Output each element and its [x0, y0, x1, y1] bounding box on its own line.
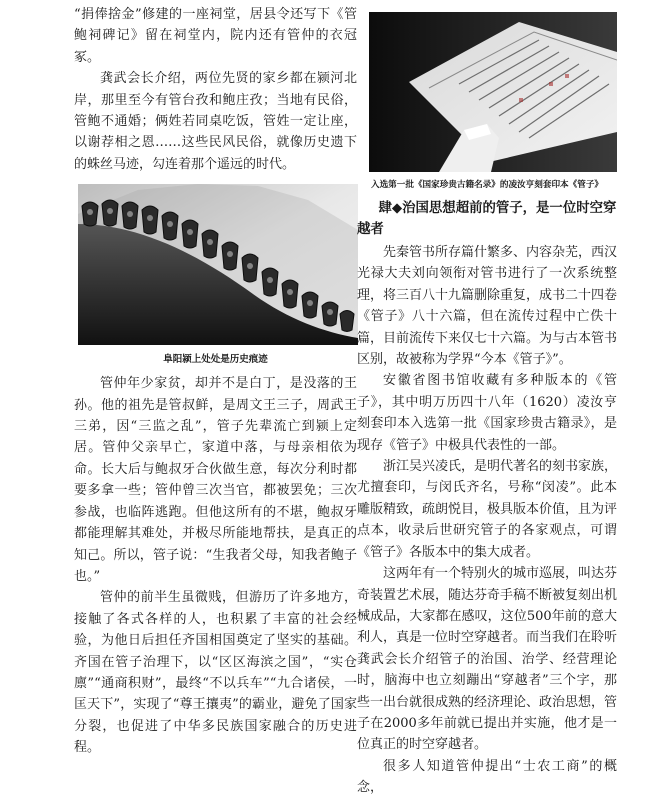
photo-caption-left: 阜阳颍上处处是历史痕迹 — [163, 354, 268, 366]
paragraph-ling-family: 浙江吴兴凌氏，是明代著名的刻书家族，尤擅套印，与闵氏齐名，号称“闵凌”。此本雕版精致，疏朗悦目，极具版本价值，且为评点本，收录后世研究管子的各家观点，可谓《管子》各版本中的集大成者。 — [357, 459, 618, 560]
right-column — [357, 4, 617, 799]
paragraph-top: “捐俸捨金”修建的一座祠堂，居县令还写下《管鲍祠碑记》留在祠堂内，院内还有管仲的衣冠冢。 — [74, 7, 357, 65]
left-column — [74, 4, 357, 759]
section-heading — [357, 198, 617, 240]
paragraph-davinci-exhibit: 这两年有一个特别火的城市巡展，叫达芬奇装置艺术展，随达芬奇手稿不断被复刻出机械成品，大家都在感叹，这位500年前的意大利人，真是一位时空穿越者。而当我们在聆听龚武会长介绍管子的治国、治学、经营理论时，脑海中也立刻蹦出“穿越者”三个字，那些一出台就很成熟的经济理论、政治思想，管子在2000多年前就已提出并实施，他才是一位真正的时空穿越者。 — [357, 566, 618, 753]
paragraph-last-line: 很多人知道管仲提出“士农工商”的概念， — [357, 758, 617, 796]
section-heading-text: 治国思想超前的管子，是一位时空穿越者 — [357, 201, 617, 237]
paragraph-village-customs: 龚武会长介绍，两位先贤的家乡都在颍河北岸，那里至今有管台孜和鲍庄孜；当地有民俗，管鲍不通婚；俩姓若同桌吃饭，管姓一定让座，以谢荐相之恩……这些民风民俗，就像历史遗下的蛛丝马迹，勾连着那个遥远的时代。 — [74, 71, 357, 172]
paragraph-guanzi-books: 先秦管书所存篇什繁多、内容杂芜，西汉光禄大夫刘向领衔对管书进行了一次系统整理，将三百八十九篇删除重复，成书二十四卷《管子》八十六篇，但在流传过程中亡佚十篇，目前流传下来仅七十六篇。为与古本管书区别，故被称为学界“今本《管子》”。 — [357, 245, 618, 368]
photo-ancient-book — [369, 12, 617, 172]
section-number-marker: 肆◆ — [378, 201, 403, 216]
temple-roof-image — [78, 184, 358, 345]
photo-temple-roof-eaves — [78, 184, 358, 345]
paragraph-anhui-library: 安徽省图书馆收藏有多种版本的《管子》，其中明万历四十八年（1620）凌汝亨刻套印本入选第一批《国家珍贵古籍录》，是现存《管子》中极具代表性的一部。 — [357, 373, 617, 453]
paragraph-guanzhong-youth: 管仲年少家贫，却并不是白丁，是没落的王孙。他的祖先是管叔鲜，是周文王三子，周武王三弟，因“三监之乱”，管子先辈流亡到颍上定居。管仲父亲早亡，家道中落，与母亲相依为命。长大后与鲍叔牙合伙做生意，每次分利时都要多拿一些；管仲曾三次当官，都被罢免；三次参战，也临阵逃跑。但他这所有的不堪，鲍叔牙都能理解其难处，并极尽所能地帮扶，是真正的知己。所以，管子说：“生我者父母，知我者鲍子也。” — [74, 376, 357, 584]
photo-caption-right: 入选第一批《国家珍贵古籍名录》的凌汝亨刻套印本《管子》 — [370, 180, 604, 190]
ancient-book-image — [369, 12, 617, 172]
paragraph-guanzhong-career: 管仲的前半生虽微贱，但游历了许多地方，接触了各式各样的人，也积累了丰富的社会经验，为他日后担任齐国相国奠定了坚实的基础。齐国在管子治理下，以“区区海滨之国”，“实仓廪”“通商积财”，最终“不以兵车”“九合诸侯，一匡天下”，实现了“尊王攘夷”的霸业，避免了国家分裂，也促进了中华多民族国家融合的历史进程。 — [74, 590, 357, 756]
